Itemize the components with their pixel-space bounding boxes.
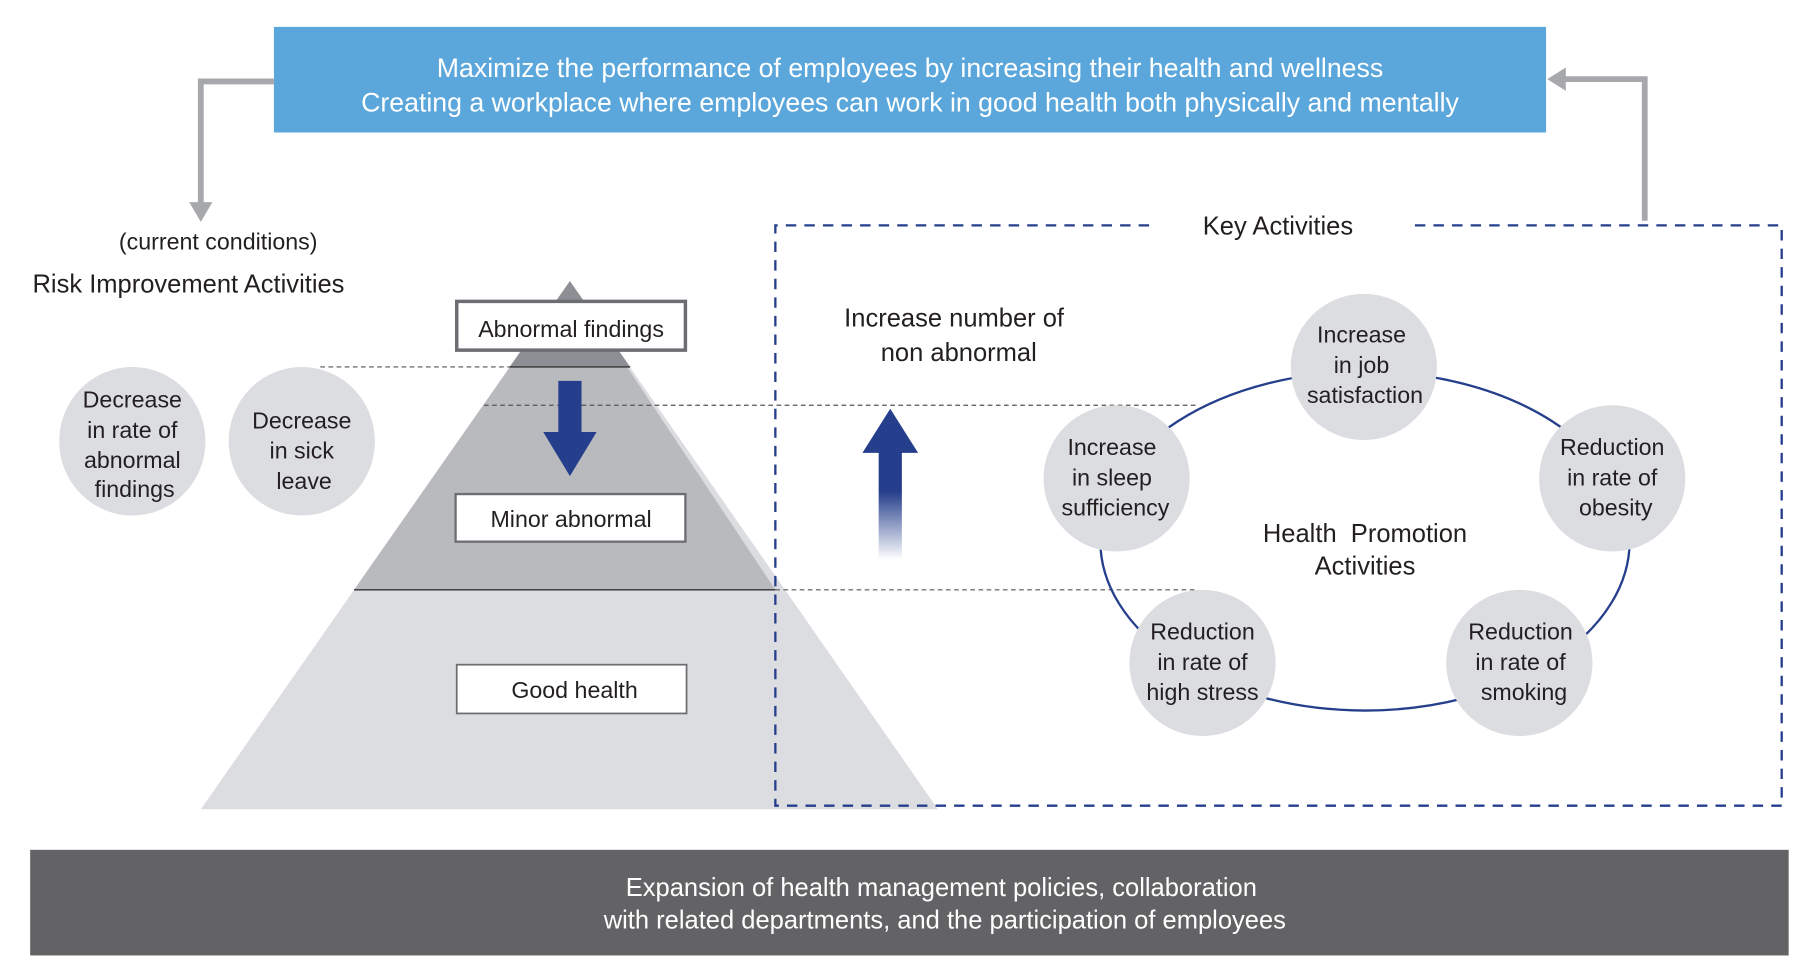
circle-text: satisfaction <box>1306 381 1424 408</box>
key-activities-title: Key Activities <box>1202 212 1354 241</box>
level-label: Minor abnormal <box>490 506 652 533</box>
health-promotion-title-line-2: Activities <box>1314 552 1416 581</box>
circle-text: in job <box>1333 351 1390 378</box>
circle-text: Decrease <box>82 386 182 413</box>
circle-text: Increase <box>1317 321 1407 348</box>
right-flow-arrow-icon <box>1547 68 1645 221</box>
activity-job-satisfaction <box>1291 294 1437 440</box>
circle-text: abnormal <box>83 446 181 473</box>
circle-text: in rate of <box>1567 464 1658 491</box>
circle-text: sufficiency <box>1061 494 1170 521</box>
circle-text: smoking <box>1480 679 1568 706</box>
increase-text-line-2: non abnormal <box>880 339 1037 368</box>
level-label: Abnormal findings <box>478 315 664 342</box>
circle-text: findings <box>94 475 175 502</box>
activity-obesity <box>1539 405 1685 551</box>
level-label: Good health <box>511 676 638 703</box>
risk-title: Risk Improvement Activities <box>32 270 345 299</box>
circle-text: high stress <box>1146 679 1259 706</box>
increase-text-line-1: Increase number of <box>844 304 1065 333</box>
circle-text: in rate of <box>87 416 178 443</box>
health-pyramid <box>201 281 938 809</box>
activity-high-stress <box>1129 590 1275 736</box>
circle-text: Decrease <box>252 407 352 434</box>
level-minor-abnormal <box>456 494 686 542</box>
circle-text: in rate of <box>1157 648 1248 675</box>
circle-text: Increase <box>1067 434 1157 461</box>
circle-text: in rate of <box>1475 648 1566 675</box>
circle-text: leave <box>276 467 332 494</box>
level-abnormal-findings <box>457 301 686 350</box>
level-good-health <box>457 665 687 714</box>
health-promotion-title-line-1: Health Promotion <box>1262 520 1468 549</box>
risk-circle <box>229 367 375 516</box>
circle-text: in sick <box>269 437 335 464</box>
footer-line-2: with related departments, and the participation of employees <box>603 906 1286 935</box>
circle-text: Reduction <box>1559 434 1665 461</box>
footer-banner <box>30 850 1788 956</box>
circle-text: in sleep <box>1071 464 1152 491</box>
goal-line-1: Maximize the performance of employees by increasing their health and wellness <box>436 52 1384 83</box>
up-arrow-icon <box>862 409 918 560</box>
footer-line-1: Expansion of health management policies, collaboration <box>625 874 1257 903</box>
left-flow-arrow-icon <box>189 81 274 221</box>
risk-subtitle: (current conditions) <box>118 228 318 255</box>
activity-sleep-sufficiency <box>1043 405 1189 551</box>
goal-banner <box>274 27 1546 133</box>
risk-circle <box>59 367 205 516</box>
activity-smoking <box>1446 590 1592 736</box>
circle-text: Reduction <box>1468 618 1573 645</box>
circle-text: Reduction <box>1150 618 1255 645</box>
goal-line-2: Creating a workplace where employees can work in good health both physically and mentally <box>361 87 1459 118</box>
circle-text: obesity <box>1578 494 1653 521</box>
